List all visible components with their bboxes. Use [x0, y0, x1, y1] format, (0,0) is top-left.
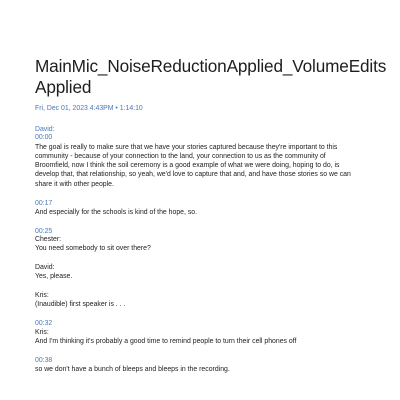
speaker-label: Kris:	[35, 292, 49, 300]
segment-text	[35, 208, 375, 217]
transcript-segment	[35, 264, 375, 282]
text-line: so we don't have a bunch of bleeps and bleeps in the recording.	[35, 365, 230, 373]
transcript-body	[35, 126, 375, 385]
segment-text	[35, 365, 375, 374]
text-line: Broomfield, now I think the soil ceremony is a good example of what we were doing, hoping to do, is	[35, 162, 340, 170]
segment-text	[35, 143, 375, 189]
text-line: (Inaudible) first speaker is . . .	[35, 301, 126, 309]
text-line: The goal is really to make sure that we have your stories captured because they're important to this	[35, 143, 338, 151]
recording-date-duration: Fri, Dec 01, 2023 4:43PM • 1:14:10	[35, 105, 143, 112]
text-line: Yes, please.	[35, 273, 73, 281]
transcript-segment	[35, 200, 375, 218]
title-line: Applied	[35, 77, 92, 97]
timestamp-link[interactable]: 00:38	[35, 356, 53, 364]
text-line: And I'm thinking it's probably a good time to remind people to turn their cell phones off	[35, 337, 297, 345]
segment-text	[35, 300, 375, 309]
segment-text	[35, 244, 375, 253]
speaker-label: Kris:	[35, 328, 49, 336]
text-line: You need somebody to sit over there?	[35, 245, 151, 253]
transcript-segment	[35, 228, 375, 254]
title-line: MainMic_NoiseReductionApplied_VolumeEdits	[35, 56, 387, 76]
timestamp-link[interactable]: 00:32	[35, 320, 53, 328]
text-line: develop that, that relationship, so yeah, we'd love to capture that and, and have those stories so we can	[35, 171, 351, 179]
speaker-label: David:	[35, 126, 55, 133]
text-line: community - because of your connection to the land, your connection to us as the community of	[35, 152, 326, 160]
timestamp-link[interactable]: 00:00	[35, 134, 53, 142]
timestamp-link[interactable]: 00:25	[35, 227, 53, 235]
text-line: And especially for the schools is kind of the hope, so.	[35, 208, 198, 216]
segment-text	[35, 272, 375, 281]
speaker-label: Chester:	[35, 235, 62, 243]
speaker-label: David:	[35, 264, 55, 272]
text-line: share it with other people.	[35, 180, 114, 188]
transcript-segment	[35, 320, 375, 346]
transcript-segment	[35, 292, 375, 310]
transcript-segment	[35, 357, 375, 375]
transcript-segment	[35, 126, 375, 189]
document-title	[35, 56, 387, 98]
timestamp-link[interactable]: 00:17	[35, 199, 53, 207]
segment-text	[35, 337, 375, 346]
